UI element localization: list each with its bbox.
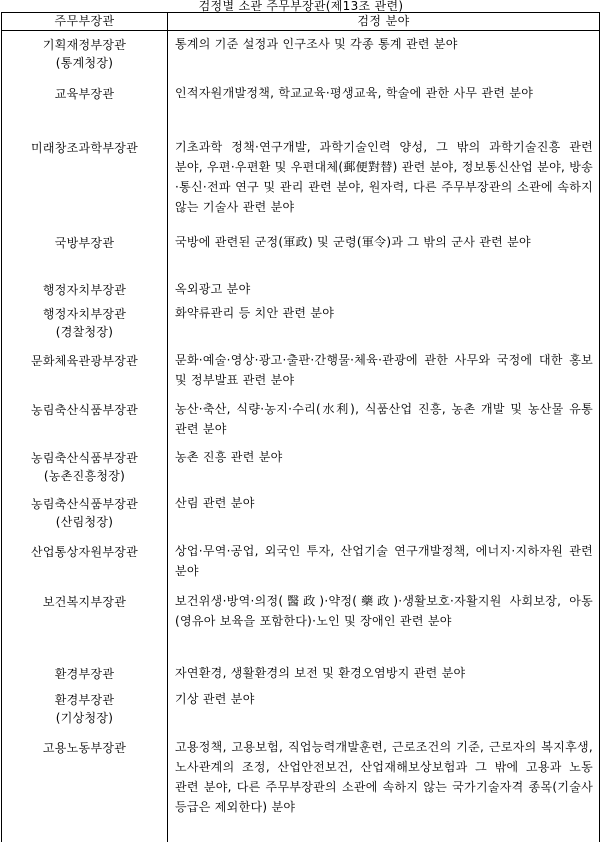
field-cell: 농산·축산, 식량·농지·수리(水利), 식품산업 진흥, 농촌 개발 및 농산물 유통 관련 분야	[168, 398, 600, 446]
ministry-cell	[2, 302, 168, 349]
table-row	[2, 736, 600, 842]
ministry-cell	[2, 590, 168, 662]
field-cell: 농촌 진흥 관련 분야	[168, 446, 600, 492]
field-cell: 통계의 기준 설정과 인구조사 및 각종 통계 관련 분야	[168, 31, 600, 80]
table-row	[2, 398, 600, 446]
field-cell: 인적자원개발정책, 학교교육·평생교육, 학술에 관한 사무 관련 분야	[168, 80, 600, 134]
ministry-name: 문화체육관광부장관	[30, 353, 139, 368]
ministry-name: 농림축산식품부장관	[30, 402, 139, 417]
field-cell: 기초과학 정책·연구개발, 과학기술인력 양성, 그 밖의 과학기술진흥 관련 분야, 우편·우편환 및 우편대체(郵便對替) 관련 분야, 정보통신산업 분야, 방송·통신·전파 연구 및 관리 관련 분야, 원자력, 다른 주무부장관의 소관에 속하지 않는 기술사 관련 분야	[168, 134, 600, 229]
field-cell: 보건위생·방역·의정(醫政)·약정(藥政)·생활보호·자활지원 사회보장, 아동(영유아 보육을 포함한다)·노인 및 장애인 관련 분야	[168, 590, 600, 662]
ministry-cell	[2, 229, 168, 278]
ministry-cell	[2, 688, 168, 736]
ministry-sub: (산림청장)	[55, 514, 114, 529]
ministry-name: 교육부장관	[54, 86, 115, 101]
ministry-cell	[2, 662, 168, 688]
ministry-name: 환경부장관	[54, 666, 115, 681]
ministry-name: 미래창조과학부장관	[30, 140, 139, 155]
table-header-row	[2, 13, 600, 31]
ministry-cell	[2, 736, 168, 842]
ministry-cell	[2, 31, 168, 80]
ministry-field-table	[1, 12, 600, 842]
table-row	[2, 229, 600, 278]
ministry-cell	[2, 446, 168, 492]
field-cell: 산림 관련 분야	[168, 492, 600, 540]
field-cell: 국방에 관련된 군정(軍政) 및 군령(軍令)과 그 밖의 군사 관련 분야	[168, 229, 600, 278]
ministry-cell	[2, 398, 168, 446]
table-row	[2, 446, 600, 492]
field-cell: 화약류관리 등 치안 관련 분야	[168, 302, 600, 349]
field-cell: 문화·예술·영상·광고·출판·간행물·체육·관광에 관한 사무와 국정에 대한 홍보 및 정부발표 관련 분야	[168, 349, 600, 398]
document-title: 검정별 소관 주무부장관(제13조 관련)	[198, 0, 404, 13]
table-row	[2, 492, 600, 540]
field-cell: 자연환경, 생활환경의 보전 및 환경오염방지 관련 분야	[168, 662, 600, 688]
table-row	[2, 590, 600, 662]
ministry-cell	[2, 278, 168, 302]
table-row	[2, 80, 600, 134]
ministry-sub: (기상청장)	[55, 710, 114, 725]
field-cell: 기상 관련 분야	[168, 688, 600, 736]
ministry-name: 산업통상자원부장관	[30, 544, 139, 559]
ministry-name: 행정자치부장관	[42, 282, 127, 297]
table-row	[2, 278, 600, 302]
table-row	[2, 31, 600, 80]
table-row	[2, 302, 600, 349]
ministry-name: 농림축산식품부장관	[30, 450, 139, 465]
field-cell: 고용정책, 고용보험, 직업능력개발훈련, 근로조건의 기준, 근로자의 복지후생, 노사관계의 조정, 산업안전보건, 산업재해보상보험과 그 밖에 고용과 노동 관련 분야, 다른 주무부장관의 소관에 속하지 않는 국가기술자격 종목(기술사 등급은 제외한다) 분야	[168, 736, 600, 842]
header-ministry: 주무부장관	[2, 13, 168, 31]
ministry-sub: (경찰청장)	[55, 324, 114, 339]
ministry-cell	[2, 492, 168, 540]
ministry-sub: (통계청장)	[55, 56, 114, 70]
field-cell: 옥외광고 분야	[168, 278, 600, 302]
ministry-sub: (농촌진흥청장)	[43, 468, 126, 483]
table-row	[2, 349, 600, 398]
ministry-name: 환경부장관	[54, 692, 115, 707]
ministry-cell	[2, 540, 168, 590]
ministry-name: 기획재정부장관	[42, 38, 127, 52]
ministry-name: 행정자치부장관	[42, 306, 127, 321]
field-cell: 상업·무역·공업, 외국인 투자, 산업기술 연구개발정책, 에너지·지하자원 관련 분야	[168, 540, 600, 590]
table-row	[2, 134, 600, 229]
ministry-name: 보건복지부장관	[42, 594, 127, 609]
ministry-cell	[2, 134, 168, 229]
table-row	[2, 540, 600, 590]
ministry-name: 농림축산식품부장관	[30, 496, 139, 511]
header-field: 검정 분야	[168, 13, 600, 31]
table-row	[2, 662, 600, 688]
ministry-cell	[2, 349, 168, 398]
ministry-name: 국방부장관	[54, 235, 115, 250]
ministry-name: 고용노동부장관	[42, 740, 127, 755]
ministry-cell	[2, 80, 168, 134]
table-row	[2, 688, 600, 736]
